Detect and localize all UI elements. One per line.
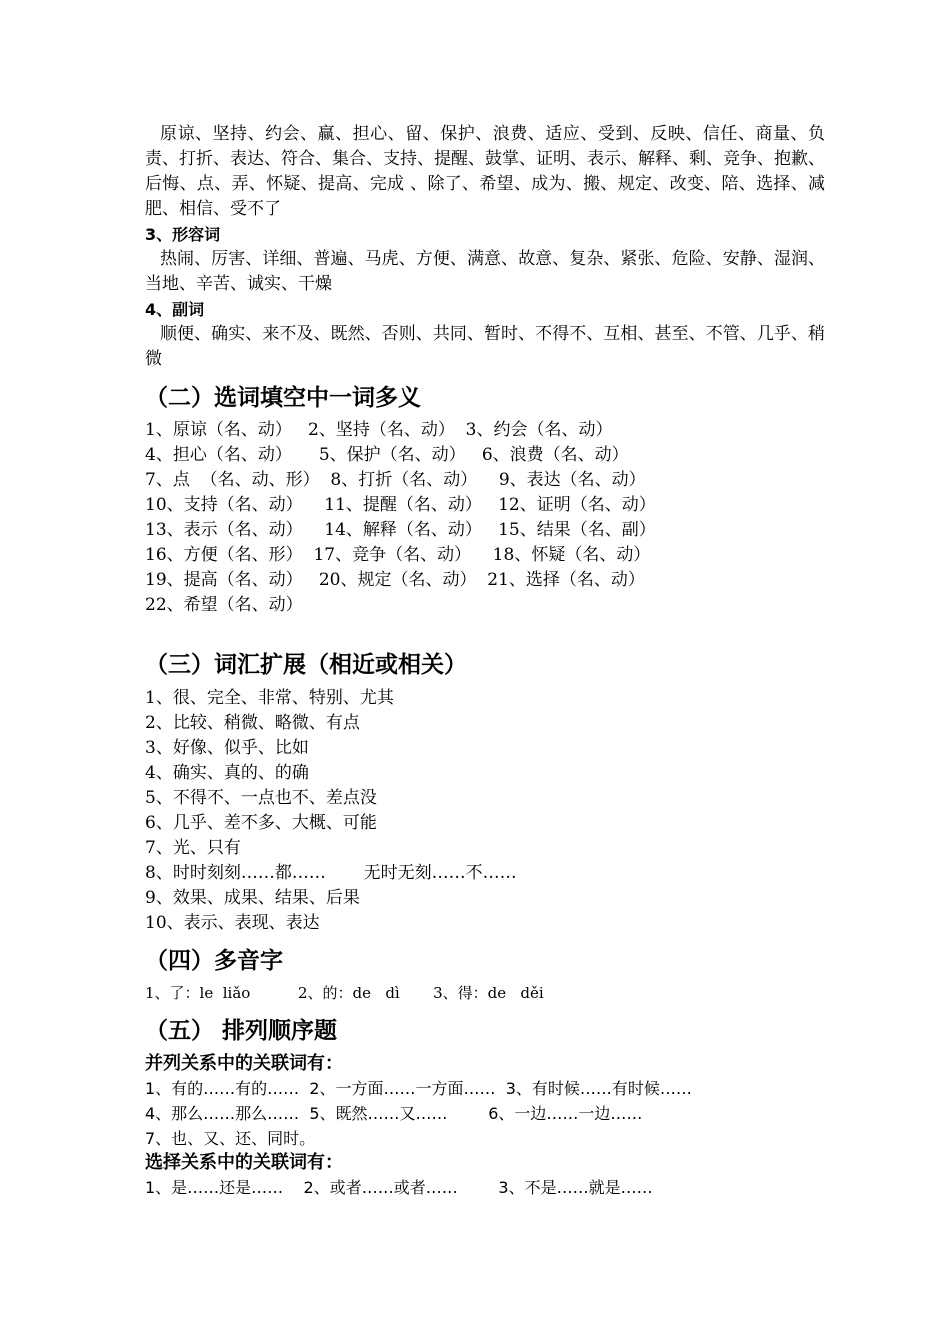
list-item: 19、提高（名、动） 20、规定（名、动） 21、选择（名、动） [145, 570, 645, 590]
list-item: 6、几乎、差不多、大概、可能 [145, 813, 377, 833]
list-item: 8、时时刻刻……都…… 无时无刻……不…… [145, 863, 517, 883]
adverbs-paragraph: 顺便、确实、来不及、既然、否则、共同、暂时、不得不、互相、甚至、不管、几乎、稍微 [145, 324, 825, 369]
list-item: 1、很、完全、非常、特别、尤其 [145, 688, 394, 708]
list-item: 13、表示（名、动） 14、解释（名、动） 15、结果（名、副） [145, 520, 656, 540]
adverbs-heading: 4、副词 [145, 300, 205, 319]
document-page [145, 122, 825, 1200]
choice-list [145, 1175, 825, 1200]
verbs-paragraph: 原谅、坚持、约会、赢、担心、留、保护、浪费、适应、受到、反映、信任、商量、负责、打折、表达、符合、集合、支持、提醒、鼓掌、证明、表示、解释、剩、竞争、抱歉、后悔、点、弄、怀疑、提高、完成 、除了、希望、成为、搬、规定、改变、陪、选择、减肥、相信、受不了 [145, 124, 825, 219]
list-item: 22、希望（名、动） [145, 595, 303, 615]
list-item: 1、原谅（名、动） 2、坚持（名、动） 3、约会（名、动） [145, 420, 613, 440]
list-item: 1、有的……有的…… 2、一方面……一方面…… 3、有时候……有时候…… [145, 1079, 692, 1098]
parallel-label: 并列关系中的关联词有： [145, 1053, 343, 1074]
choice-label: 选择关系中的关联词有： [145, 1152, 343, 1173]
list-item: 2、比较、稍微、略微、有点 [145, 713, 360, 733]
list-item: 10、表示、表现、表达 [145, 913, 320, 933]
list-item: 7、点 （名、动、形） 8、打折（名、动） 9、表达（名、动） [145, 470, 646, 490]
adjectives-paragraph: 热闹、厉害、详细、普遍、马虎、方便、满意、故意、复杂、紧张、危险、安静、湿润、当地、辛苦、诚实、干燥 [145, 249, 825, 294]
parallel-list [145, 1076, 825, 1151]
list-item: 5、不得不、一点也不、差点没 [145, 788, 377, 808]
section3-list [145, 686, 825, 936]
section5-title: （五） 排列顺序题 [145, 1018, 338, 1044]
list-item: 4、那么……那么…… 5、既然……又…… 6、一边……一边…… [145, 1104, 643, 1123]
list-item: 3、好像、似乎、比如 [145, 738, 309, 758]
list-item: 4、担心（名、动） 5、保护（名、动） 6、浪费（名、动） [145, 445, 629, 465]
list-item: 1、是……还是…… 2、或者……或者…… 3、不是……就是…… [145, 1178, 653, 1197]
list-item: 7、光、只有 [145, 838, 241, 858]
list-item: 16、方便（名、形） 17、竞争（名、动） 18、怀疑（名、动） [145, 545, 651, 565]
adjectives-heading: 3、形容词 [145, 225, 221, 244]
list-item: 10、支持（名、动） 11、提醒（名、动） 12、证明（名、动） [145, 495, 656, 515]
section2-list [145, 418, 825, 618]
list-item: 4、确实、真的、的确 [145, 763, 309, 783]
section3-title: （三）词汇扩展（相近或相关） [145, 652, 467, 678]
polyphone-line: 1、了：le liǎo 2、的：de dì 3、得：de děi [145, 984, 544, 1002]
section2-title: （二）选词填空中一词多义 [145, 385, 421, 411]
section4-title: （四）多音字 [145, 948, 283, 974]
list-item: 9、效果、成果、结果、后果 [145, 888, 360, 908]
list-item: 7、也、又、还、同时。 [145, 1129, 316, 1148]
